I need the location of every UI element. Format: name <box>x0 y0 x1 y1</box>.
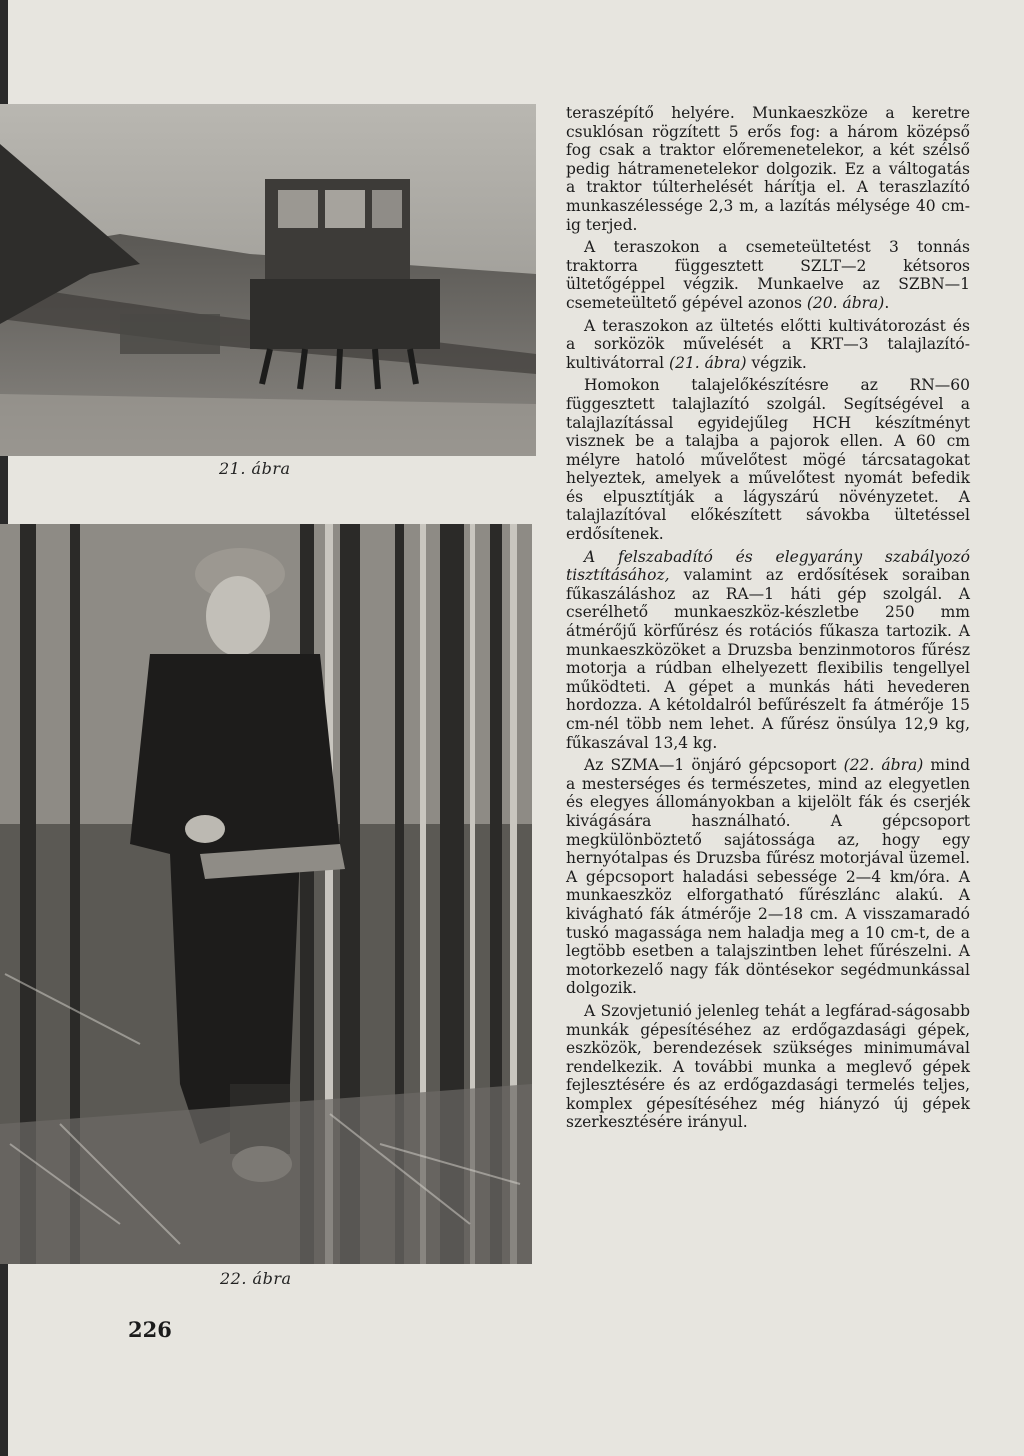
paragraph-6 <box>566 756 970 998</box>
figure-21-photo <box>0 104 536 456</box>
paragraph-5-lead: A felszabadító és elegyarány szabályozó tisztításához, <box>566 547 970 585</box>
paragraph-1 <box>566 104 970 234</box>
paragraph-3-text: A teraszokon az ültetés előtti kultivátorozást és a sorközök művelését a KRT—3 talajlazító-kultivátorral <box>566 316 970 372</box>
paragraph-6-text: Az SZMA—1 önjáró gépcsoport <box>584 756 837 775</box>
paragraph-4 <box>566 376 970 543</box>
paragraph-2-figure-ref: (20. ábra) <box>806 293 885 312</box>
paragraph-7 <box>566 1002 970 1132</box>
figure-22-photo <box>0 524 532 1264</box>
paragraph-2-text: A teraszokon a csemeteültetést 3 tonnás traktorra függesztett SZLT—2 kétsoros ültetőgéppel végzik. Munkaelve az SZBN—1 csemeteültető gépével azonos <box>566 238 970 312</box>
paragraph-1-text: teraszépítő helyére. Munkaeszköze a keretre csuklósan rögzített 5 erős fog: a három középső fog csak a traktor előremenetelekor, a két szélső pedig hátramenetelekor dolgozik. Ez a váltogatás a traktor túlterhelését hárítja el. A teraszlazító munkaszélessége 2,3 m, a lazítás mélysége 40 cm-ig terjed. <box>566 104 970 234</box>
paragraph-5-text: valamint az erdősítések soraiban fűkaszáláshoz az RA—1 háti gép szolgál. A cserélhető munkaeszköz-készletbe 250 mm átmérőjű körfűrész és rotációs fűkasza tartozik. A munkaeszközöket a Druzsba benzinmotoros fűrész motorja a rúdban elhelyezett flexibilis tengellyel működteti. A gépet a munkás háti hevederen hordozza. A kétoldalról befűrészelt fa átmérője 15 cm-nél több nem lehet. A fűrész önsúlya 12,9 kg, fűkaszával 13,4 kg. <box>566 566 970 752</box>
paragraph-3-figure-ref: (21. ábra) <box>669 353 747 372</box>
paragraph-6-after: mind a mesterséges és természetes, mind az elegyetlen és elegyes állományokban a kijelölt fák és cserjék kivágására használható. A gépcsoport megkülönböztető sajátossága az, hogy egy hernyótalpas és Druzsba fűrész motorjával üzemel. A gépcsoport haladási sebessége 2—4 km/óra. A munkaeszköz elforgatható fűrészlánc alakú. A kivágható fák átmérője 2—18 cm. A visszamaradó tuskó magassága nem haladja meg a 10 cm-t, de a legtöbb esetben a talajszintben lehet fűrészelni. A motorkezelő nagy fák döntésekor segédmunkással dolgozik. <box>566 756 970 998</box>
figure-21-caption: 21. ábra <box>219 459 291 478</box>
text-column <box>566 104 970 1319</box>
paragraph-3 <box>566 317 970 373</box>
page-number: 226 <box>128 1317 172 1342</box>
paragraph-7-text: A Szovjetunió jelenleg tehát a legfárad-ságosabb munkák gépesítéséhez az erdőgazdasági gépek, eszközök, berendezések szükséges minimumával rendelkezik. A további munka a meglevő gépek fejlesztésére és az erdőgazdasági termelés teljes, komplex gépesítéséhez még hiányzó új gépek szerkesztésére irányul. <box>566 1001 970 1132</box>
paragraph-3-after: végzik. <box>746 353 807 372</box>
paragraph-5 <box>566 548 970 753</box>
paragraph-2 <box>566 238 970 312</box>
paragraph-6-figure-ref: (22. ábra) <box>843 756 924 775</box>
figure-22-caption: 22. ábra <box>220 1269 292 1288</box>
paragraph-2-after: . <box>884 293 890 312</box>
paragraph-4-text: Homokon talajelőkészítésre az RN—60 függesztett talajlazító szolgál. Segítségével a talajlazítással egyidejűleg HCH készítményt visznek be a talajba a pajorok ellen. A 60 cm mélyre hatoló művelőtest mögé tárcsatagokat helyeztek, amelyek a művelőtest nyomát befedik és elpusztítják a lágyszárú növényzetet. A talajlazítóval előkészített sávokba ültetéssel erdősítenek. <box>566 376 970 544</box>
